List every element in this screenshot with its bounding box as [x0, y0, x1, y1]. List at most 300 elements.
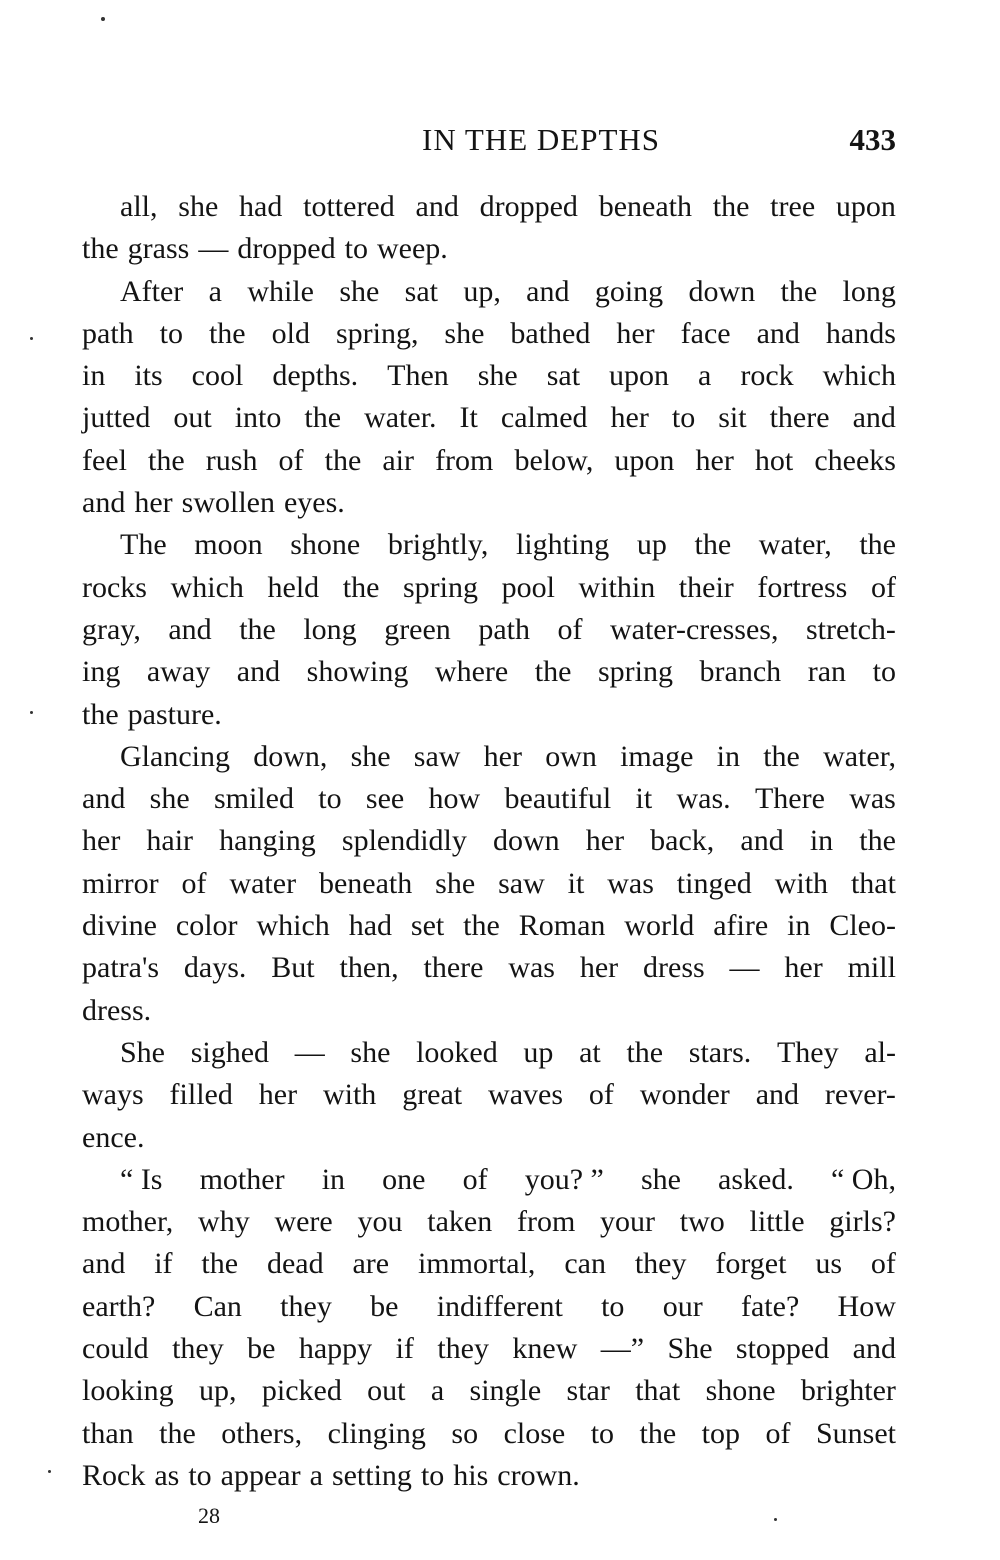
word: our: [662, 1289, 703, 1323]
word: it: [567, 866, 585, 900]
word: the: [82, 232, 119, 266]
word: the: [859, 528, 896, 562]
word: the: [239, 612, 276, 646]
text-line: [82, 778, 896, 820]
word: were: [274, 1205, 333, 1239]
word: up: [636, 528, 667, 562]
word: in: [82, 359, 106, 393]
word: ence.: [82, 1120, 145, 1154]
word: stopped: [735, 1332, 830, 1366]
word: to: [188, 1458, 212, 1492]
word: in: [716, 739, 740, 773]
word: their: [678, 570, 734, 604]
text-line: [82, 609, 896, 651]
word: waves: [488, 1078, 564, 1112]
word: was: [508, 951, 555, 985]
word: sat: [404, 274, 438, 308]
text-line: [82, 228, 896, 270]
text-line: [82, 1032, 896, 1074]
word: all,: [120, 190, 158, 223]
word: the: [534, 655, 572, 689]
word: was: [849, 782, 896, 816]
word: She: [120, 1035, 165, 1069]
word: earth?: [82, 1289, 156, 1323]
word: her: [610, 401, 649, 435]
word: are: [352, 1247, 390, 1281]
word: mother: [199, 1162, 285, 1196]
word: world: [624, 909, 695, 943]
word: fortress: [757, 570, 848, 604]
word: the: [304, 401, 342, 435]
word: shone: [705, 1374, 776, 1408]
word: her: [579, 951, 619, 985]
word: set: [410, 909, 445, 943]
word: dropped: [237, 232, 336, 266]
word: if: [395, 1332, 414, 1366]
word: her: [82, 824, 121, 858]
word: she: [350, 739, 391, 773]
word: It: [459, 401, 478, 435]
text-line: [82, 820, 896, 862]
word: that: [850, 866, 896, 900]
text-line: [82, 1074, 896, 1116]
word: air: [382, 443, 414, 477]
word: of: [588, 1078, 614, 1112]
word: immortal,: [417, 1247, 536, 1281]
word: and: [756, 316, 800, 350]
word: calmed: [500, 401, 588, 435]
word: dress: [643, 951, 705, 985]
paragraph: [82, 1032, 896, 1159]
word: the: [694, 528, 732, 562]
word: beautiful: [504, 782, 612, 816]
word: top: [701, 1416, 741, 1450]
word: down: [688, 274, 756, 308]
word: the: [463, 909, 500, 943]
word: sighed: [190, 1035, 270, 1069]
text-line: [82, 863, 896, 905]
word: the: [780, 274, 818, 308]
word: setting: [331, 1458, 412, 1492]
word: was.: [676, 782, 731, 816]
word: had: [239, 190, 283, 223]
word: one: [382, 1162, 426, 1196]
word: shone: [290, 528, 361, 562]
word: the: [148, 443, 185, 477]
word: eyes.: [283, 486, 345, 520]
word: water,: [823, 739, 896, 773]
word: —”: [600, 1332, 645, 1366]
text-line: [82, 271, 896, 313]
word: there: [423, 951, 484, 985]
print-speck: [774, 1518, 777, 1521]
text-line: [82, 1413, 896, 1455]
word: which: [170, 570, 244, 604]
word: the: [82, 697, 119, 731]
word: a: [309, 1458, 323, 1492]
word: a: [698, 359, 712, 393]
word: rock: [740, 359, 794, 393]
word: image: [620, 739, 694, 773]
print-speck: [101, 17, 105, 21]
word: fate?: [740, 1289, 800, 1323]
signature-mark: 28: [198, 1503, 220, 1528]
word: the: [626, 1035, 664, 1069]
word: crown.: [497, 1458, 580, 1492]
word: taken: [427, 1205, 493, 1239]
word: away: [146, 655, 211, 689]
print-speck: [48, 1470, 51, 1473]
word: with: [774, 866, 829, 900]
word: out: [173, 401, 212, 435]
word: tree: [770, 190, 816, 223]
word: she: [477, 359, 518, 393]
word: they: [280, 1289, 332, 1323]
word: depths.: [272, 359, 359, 393]
word: of: [765, 1416, 791, 1450]
word: which: [256, 909, 330, 943]
word: down: [492, 824, 560, 858]
word: swollen: [181, 486, 275, 520]
paragraph: [82, 736, 896, 1032]
word: two: [679, 1205, 725, 1239]
word: that: [635, 1374, 681, 1408]
word: to: [872, 655, 896, 689]
word: The: [120, 528, 167, 562]
word: to: [420, 1458, 445, 1492]
word: pasture.: [127, 697, 222, 731]
word: was: [607, 866, 654, 900]
word: afire: [713, 909, 769, 943]
word: into: [234, 401, 282, 435]
text-line: [82, 1201, 896, 1243]
word: little: [749, 1205, 805, 1239]
word: of: [557, 612, 583, 646]
word: brighter: [800, 1374, 896, 1408]
word: green: [384, 612, 451, 646]
word: long: [303, 612, 357, 646]
word: bathed: [510, 316, 591, 350]
word: up: [523, 1035, 554, 1069]
word: sat: [546, 359, 581, 393]
word: upon: [614, 443, 675, 477]
word: the: [201, 1247, 239, 1281]
word: star: [566, 1374, 610, 1408]
word: branch: [699, 655, 782, 689]
text-line: [82, 355, 896, 397]
word: others,: [221, 1416, 303, 1450]
word: cool: [191, 359, 244, 393]
word: jutted: [82, 401, 151, 435]
word: of: [278, 443, 304, 477]
word: indifferent: [436, 1289, 563, 1323]
word: the: [208, 316, 246, 350]
word: Roman: [518, 909, 606, 943]
word: the: [159, 1416, 196, 1450]
word: Sunset: [815, 1416, 896, 1450]
word: and: [740, 824, 784, 858]
running-title: IN THE DEPTHS: [422, 122, 661, 157]
word: path: [82, 316, 134, 350]
word: There: [754, 782, 825, 816]
word: they: [634, 1247, 687, 1281]
word: why: [198, 1205, 250, 1239]
word: feel: [82, 443, 127, 477]
word: asked.: [718, 1162, 794, 1196]
text-line: [82, 397, 896, 439]
word: dress.: [82, 993, 152, 1027]
word: where: [434, 655, 509, 689]
word: They: [776, 1035, 839, 1069]
word: there: [769, 401, 830, 435]
word: and: [82, 1247, 126, 1281]
word: stretch-: [805, 612, 896, 646]
word: Can: [193, 1289, 242, 1323]
word: upon: [609, 359, 670, 393]
word: water: [229, 866, 297, 900]
word: close: [503, 1416, 566, 1450]
word: going: [594, 274, 664, 308]
page-number: 433: [849, 122, 896, 157]
word: hanging: [219, 824, 316, 858]
word: hands: [825, 316, 896, 350]
word: gray,: [82, 612, 141, 646]
word: —: [294, 1035, 325, 1069]
word: of: [870, 570, 896, 604]
word: lighting: [515, 528, 610, 562]
word: you? ”: [524, 1162, 604, 1196]
word: his: [453, 1458, 489, 1492]
word: pool: [501, 570, 555, 604]
word: out: [367, 1374, 406, 1408]
paragraph: [82, 271, 896, 525]
word: But: [271, 951, 315, 985]
word: mirror: [82, 866, 159, 900]
word: how: [428, 782, 481, 816]
text-line: [82, 524, 896, 566]
text-line: [82, 905, 896, 947]
word: her: [784, 951, 823, 985]
word: clinging: [327, 1416, 426, 1450]
word: in: [809, 824, 834, 858]
word: rever-: [824, 1078, 896, 1112]
word: the: [639, 1416, 677, 1450]
word: stars.: [688, 1035, 752, 1069]
word: she: [149, 782, 190, 816]
word: patra's: [82, 951, 160, 985]
text-line: [82, 1117, 896, 1159]
word: —: [729, 951, 760, 985]
word: spring,: [335, 316, 419, 350]
word: dead: [266, 1247, 324, 1281]
word: be: [247, 1332, 276, 1366]
word: smiled: [213, 782, 294, 816]
word: its: [134, 359, 163, 393]
word: of: [870, 1247, 896, 1281]
word: of: [181, 866, 207, 900]
word: which: [822, 359, 896, 393]
word: beneath: [318, 866, 413, 900]
word: a: [430, 1374, 445, 1408]
word: they: [437, 1332, 489, 1366]
word: of: [462, 1162, 488, 1196]
word: path: [478, 612, 530, 646]
word: Then: [387, 359, 449, 393]
word: at: [579, 1035, 601, 1069]
word: Glancing: [120, 739, 230, 773]
paragraph: [82, 1159, 896, 1497]
word: held: [267, 570, 320, 604]
word: After: [120, 274, 184, 308]
word: mill: [847, 951, 896, 985]
word: than: [82, 1416, 134, 1450]
word: if: [154, 1247, 173, 1281]
word: al-: [864, 1035, 896, 1069]
word: face: [680, 316, 731, 350]
word: her: [258, 1078, 298, 1112]
word: in: [787, 909, 811, 943]
word: so: [451, 1416, 479, 1450]
word: looking: [82, 1374, 174, 1408]
text-line: [82, 482, 896, 524]
word: to: [601, 1289, 625, 1323]
word: old: [271, 316, 310, 350]
word: tottered: [303, 190, 395, 223]
word: long: [842, 274, 896, 308]
word: can: [564, 1247, 606, 1281]
word: spring: [597, 655, 673, 689]
text-line: [82, 567, 896, 609]
word: own: [545, 739, 597, 773]
word: and: [755, 1078, 800, 1112]
word: her: [483, 739, 522, 773]
word: then,: [339, 951, 399, 985]
word: a: [208, 274, 222, 308]
word: saw: [498, 866, 545, 900]
word: and: [415, 190, 459, 223]
print-speck: [30, 337, 33, 340]
word: sit: [718, 401, 747, 435]
word: ing: [82, 655, 121, 689]
word: she: [178, 190, 219, 223]
word: her: [585, 824, 625, 858]
word: and: [82, 782, 126, 816]
word: filled: [169, 1078, 233, 1112]
word: Cleo-: [829, 909, 896, 943]
word: from: [516, 1205, 576, 1239]
word: hot: [754, 443, 794, 477]
word: to: [159, 316, 183, 350]
word: within: [578, 570, 656, 604]
word: “ Oh,: [830, 1162, 896, 1196]
text-line: [82, 694, 896, 736]
word: and: [236, 655, 281, 689]
word: she: [350, 1035, 391, 1069]
word: knew: [512, 1332, 578, 1366]
paragraph: [82, 186, 896, 271]
word: her: [695, 443, 734, 477]
word: she: [435, 866, 476, 900]
text-line: [82, 1328, 896, 1370]
word: and: [82, 486, 126, 520]
word: single: [469, 1374, 542, 1408]
word: happy: [298, 1332, 373, 1366]
word: ran: [807, 655, 847, 689]
word: the: [324, 443, 362, 477]
text-line: [82, 1243, 896, 1285]
word: “ Is: [120, 1162, 163, 1196]
word: and: [526, 274, 570, 308]
word: color: [175, 909, 238, 943]
word: showing: [306, 655, 409, 689]
word: they: [172, 1332, 224, 1366]
text-line: [82, 736, 896, 778]
word: up,: [463, 274, 501, 308]
word: girls?: [829, 1205, 896, 1239]
word: the: [712, 190, 750, 223]
text-line: [82, 1455, 896, 1497]
word: forget: [715, 1247, 787, 1281]
text-line: [82, 990, 896, 1032]
word: us: [815, 1247, 843, 1281]
word: see: [365, 782, 405, 816]
text-line: [82, 440, 896, 482]
word: great: [402, 1078, 463, 1112]
word: spring: [403, 570, 478, 604]
word: She: [667, 1332, 713, 1366]
word: upon: [835, 190, 896, 223]
word: rush: [205, 443, 258, 477]
text-line: [82, 651, 896, 693]
word: cheeks: [814, 443, 896, 477]
print-speck: [30, 711, 33, 714]
word: splendidly: [341, 824, 467, 858]
word: and: [852, 401, 896, 435]
word: hair: [146, 824, 194, 858]
word: up,: [199, 1374, 237, 1408]
text-line: [82, 947, 896, 989]
word: down,: [253, 739, 328, 773]
word: to: [344, 232, 368, 266]
word: water-cresses,: [609, 612, 779, 646]
word: with: [322, 1078, 377, 1112]
word: grass: [127, 232, 190, 266]
word: she: [339, 274, 380, 308]
word: mother,: [82, 1205, 174, 1239]
word: from: [435, 443, 494, 477]
word: dropped: [479, 190, 578, 223]
word: tinged: [676, 866, 752, 900]
word: be: [370, 1289, 399, 1323]
word: Rock: [82, 1458, 146, 1492]
word: her: [616, 316, 655, 350]
word: below,: [514, 443, 594, 477]
word: to: [318, 782, 342, 816]
word: as: [154, 1458, 180, 1492]
text-line: [82, 1159, 896, 1201]
word: you: [357, 1205, 403, 1239]
body-text: [82, 186, 896, 1497]
word: wonder: [639, 1078, 730, 1112]
word: while: [247, 274, 314, 308]
word: your: [600, 1205, 656, 1239]
text-line: [82, 313, 896, 355]
text-line: [82, 186, 896, 228]
word: looked: [416, 1035, 498, 1069]
word: the: [859, 824, 896, 858]
word: the: [342, 570, 380, 604]
word: and: [852, 1332, 896, 1366]
